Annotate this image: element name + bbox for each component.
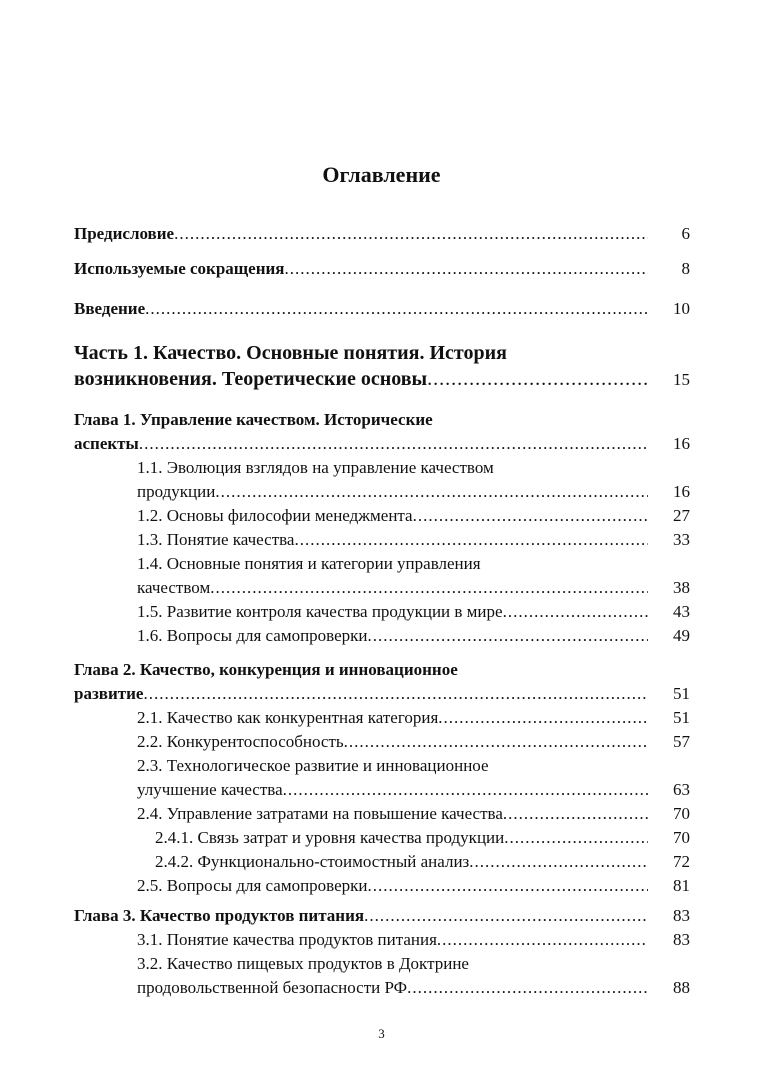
toc-entry[interactable] — [74, 408, 690, 456]
toc-entry-title: аспекты — [74, 434, 139, 453]
toc-entry-title-line: Глава 1. Управление качеством. Исторические — [74, 410, 433, 429]
toc-entry-title-line: 1.1. Эволюция взглядов на управление качеством — [137, 458, 494, 477]
toc-dot-leader — [139, 432, 648, 456]
toc-page-number: 63 — [673, 780, 690, 799]
toc-dot-leader — [437, 928, 648, 952]
toc-entry[interactable] — [137, 504, 690, 528]
toc-entry-title-line: Часть 1. Качество. Основные понятия. История — [74, 342, 507, 364]
toc-dot-leader — [407, 976, 648, 1000]
toc-entry-title: развитие — [74, 684, 144, 703]
page-title: Оглавление — [322, 162, 441, 187]
toc-page-number: 27 — [673, 506, 690, 525]
toc-page-number: 70 — [673, 828, 690, 847]
toc-entry[interactable] — [155, 850, 690, 874]
toc-page-number: 51 — [673, 708, 690, 727]
toc-dot-leader — [143, 682, 648, 706]
toc-dot-leader — [368, 624, 648, 648]
toc-page-number: 15 — [673, 370, 690, 389]
toc-page-number: 49 — [673, 626, 690, 645]
toc-dot-leader — [504, 826, 648, 850]
toc-entry-title: продукции — [137, 482, 216, 501]
toc-entry-title: возникновения. Теоретические основы — [74, 368, 428, 390]
toc-entry[interactable] — [137, 754, 690, 802]
toc-dot-leader — [215, 480, 648, 504]
toc-page-number: 88 — [673, 978, 690, 997]
toc-page-number: 33 — [673, 530, 690, 549]
toc-entry[interactable] — [74, 222, 690, 246]
toc-entry-title: 3.1. Понятие качества продуктов питания — [137, 930, 437, 949]
toc-entry-title: улучшение качества — [137, 780, 283, 799]
toc-entry-title: 2.4. Управление затратами на повышение качества — [137, 804, 503, 823]
toc-entry-title: 2.1. Качество как конкурентная категория — [137, 708, 439, 727]
toc-dot-leader — [283, 778, 648, 802]
toc-dot-leader — [145, 297, 648, 321]
toc-entry[interactable] — [74, 257, 690, 281]
toc-entry[interactable] — [74, 658, 690, 706]
toc-entry[interactable] — [137, 730, 690, 754]
toc-page-number: 72 — [673, 852, 690, 871]
toc-entry-title: Глава 3. Качество продуктов питания — [74, 906, 365, 925]
toc-page-number: 10 — [673, 299, 690, 318]
toc-entry[interactable] — [74, 297, 690, 321]
toc-entry[interactable] — [137, 528, 690, 552]
toc-entry-title: 2.5. Вопросы для самопроверки — [137, 876, 368, 895]
toc-entry-title-line: 1.4. Основные понятия и категории управления — [137, 554, 481, 573]
toc-dot-leader — [285, 257, 649, 281]
toc-page-number: 16 — [673, 434, 690, 453]
toc-entry[interactable] — [74, 904, 690, 928]
toc-dot-leader — [294, 528, 648, 552]
toc-entry-title-line: 3.2. Качество пищевых продуктов в Доктрине — [137, 954, 469, 973]
toc-entry-title: 1.5. Развитие контроля качества продукции в мире — [137, 602, 503, 621]
toc-dot-leader — [413, 504, 648, 528]
toc-page-number: 83 — [673, 906, 690, 925]
toc-page-number: 51 — [673, 684, 690, 703]
toc-page-number: 83 — [673, 930, 690, 949]
toc-page-number: 57 — [673, 732, 690, 751]
toc-dot-leader — [503, 802, 648, 826]
toc-entry-title: 2.4.2. Функционально-стоимостный анализ — [155, 852, 470, 871]
toc-entry-title: продовольственной безопасности РФ — [137, 978, 408, 997]
toc-entry-title: Предисловие — [74, 224, 175, 243]
toc-entry[interactable] — [155, 826, 690, 850]
toc-dot-leader — [364, 904, 648, 928]
toc-entry-title: качеством — [137, 578, 211, 597]
toc-entry[interactable] — [137, 600, 690, 624]
toc-entry[interactable] — [137, 552, 690, 600]
toc-page-number: 16 — [673, 482, 690, 501]
toc-entry[interactable] — [137, 928, 690, 952]
toc-page-number: 81 — [673, 876, 690, 895]
toc-dot-leader — [469, 850, 648, 874]
toc-entry[interactable] — [137, 802, 690, 826]
toc-page-number: 70 — [673, 804, 690, 823]
toc-entry-title-line: Глава 2. Качество, конкуренция и инновационное — [74, 660, 458, 679]
toc-entry[interactable] — [137, 874, 690, 898]
toc-dot-leader — [438, 706, 648, 730]
toc-dot-leader — [368, 874, 648, 898]
toc-entry[interactable] — [137, 706, 690, 730]
toc-entry-title: 2.4.1. Связь затрат и уровня качества продукции — [155, 828, 505, 847]
toc-page-number: 6 — [681, 224, 690, 243]
toc-page-number: 43 — [673, 602, 690, 621]
toc-entry-title: 2.2. Конкурентоспособность — [137, 732, 344, 751]
toc-entry-title: 1.2. Основы философии менеджмента — [137, 506, 413, 525]
toc-entry-title: 1.3. Понятие качества — [137, 530, 295, 549]
toc-dot-leader — [210, 576, 648, 600]
toc-dot-leader — [174, 222, 648, 246]
toc-entry[interactable] — [137, 456, 690, 504]
toc-page-number: 8 — [681, 259, 690, 278]
toc-entry-title: Используемые сокращения — [74, 259, 285, 278]
toc-entry-title-line: 2.3. Технологическое развитие и инновационное — [137, 756, 489, 775]
toc-entry-title: Введение — [74, 299, 146, 318]
toc-entry[interactable] — [137, 624, 690, 648]
page-number: 3 — [378, 1026, 385, 1041]
toc-entry[interactable] — [137, 952, 690, 1000]
toc-dot-leader — [503, 600, 648, 624]
toc-entry[interactable] — [74, 340, 690, 393]
toc-dot-leader — [427, 366, 648, 392]
toc-page-number: 38 — [673, 578, 690, 597]
toc-dot-leader — [344, 730, 648, 754]
toc-entry-title: 1.6. Вопросы для самопроверки — [137, 626, 368, 645]
